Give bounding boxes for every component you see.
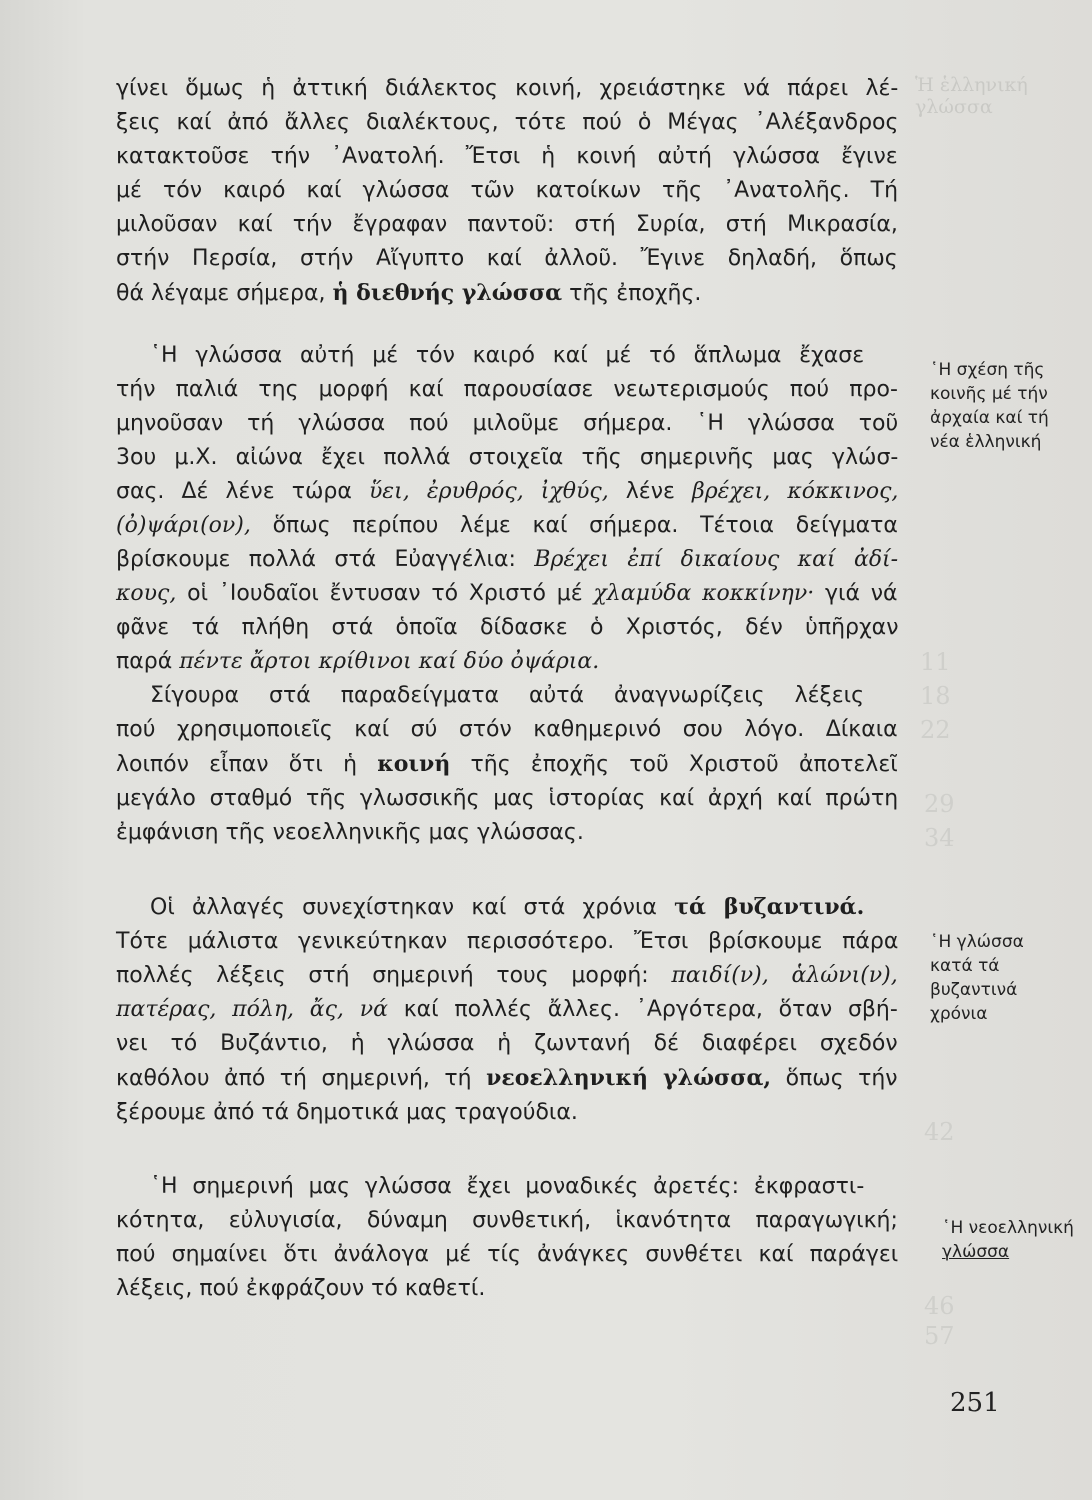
- text-line: [116, 577, 898, 611]
- text-line: τήν παλιά της μορφή καί παρουσίασε νεωτερισμούς πού προ-: [116, 377, 898, 402]
- bleed-through-number: 22: [920, 716, 951, 744]
- text-line: κατακτοῦσε τήν ᾿Ανατολή. Ἔτσι ἡ κοινή αὐτή γλώσσα ἔγινε: [116, 144, 898, 169]
- italic-example: Βρέχει ἐπί δικαίους καί ἀδί-: [534, 547, 899, 572]
- text-run: θά λέγαμε σήμερα,: [116, 281, 333, 306]
- text-line: [116, 890, 898, 925]
- text-line: Τότε μάλιστα γενικεύτηκαν περισσότερο. Ἔτσι βρίσκουμε πάρα: [116, 929, 899, 954]
- text-run: λοιπόν εἶπαν ὅτι ἡ: [116, 752, 378, 777]
- margin-note-line: νέα ἑλληνική: [930, 432, 1042, 452]
- text-line: [116, 993, 898, 1027]
- margin-note-line: κοινῆς μέ τήν: [930, 384, 1048, 404]
- bleed-through-note: Ἡ ἑλληνική γλώσσα: [915, 74, 1028, 118]
- text-line: [116, 475, 898, 509]
- italic-example: χλαμύδα κοκκίνην·: [593, 581, 815, 606]
- text-line: φᾶνε τά πλήθη στά ὁποῖα δίδασκε ὁ Χριστός, δέν ὑπῆρχαν: [116, 615, 899, 640]
- margin-note-line: ἀρχαία καί τή: [930, 408, 1049, 428]
- text-run: καί πολλές ἄλλες. ᾿Αργότερα, ὅταν σβή-: [387, 997, 898, 1022]
- bleed-through-number: 18: [920, 682, 951, 710]
- bold-term: νεοελληνική γλώσσα,: [486, 1065, 772, 1091]
- text-line: [116, 959, 898, 993]
- text-line: πού σημαίνει ὅτι ἀνάλογα μέ τίς ἀνάγκες συνθέτει καί παράγει: [116, 1242, 899, 1267]
- paragraph-koine-spread: [116, 72, 898, 311]
- main-text: [116, 72, 898, 1306]
- text-line: ξεις καί ἀπό ἄλλες διαλέκτους, τότε πού ὁ Μέγας ᾿Αλέξανδρος: [116, 110, 899, 135]
- text-line: ῾Η σημερινή μας γλώσσα ἔχει μοναδικές ἀρετές: ἐκφραστι-: [150, 1174, 865, 1199]
- text-line: ῾Η γλώσσα αὐτή μέ τόν καιρό καί μέ τό ἅπλωμα ἔχασε: [150, 343, 865, 368]
- paragraph-koine-evolution: [116, 339, 898, 679]
- text-run: γιά νά: [814, 581, 898, 606]
- bold-term: ἡ διεθνής γλώσσα: [332, 280, 563, 306]
- text-line: [116, 1061, 898, 1096]
- italic-example: βρέχει, κόκκινος,: [692, 479, 899, 504]
- bleed-through-number: 46: [924, 1292, 955, 1320]
- text-line: μιλοῦσαν καί τήν ἔγραφαν παντοῦ: στή Συρία, στή Μικρασία,: [116, 212, 898, 237]
- margin-note-line: ῾Η γλώσσα: [930, 932, 1024, 952]
- margin-note-line: κατά τά: [930, 956, 1000, 976]
- margin-note-line: γλώσσα: [942, 1242, 1010, 1262]
- bleed-through-number: 11: [920, 648, 951, 676]
- paragraph-modern-greek: [116, 1170, 898, 1306]
- margin-note-modern-greek: [942, 1216, 1090, 1264]
- text-line: στήν Περσία, στήν Αἴγυπτο καί ἀλλοῦ. Ἔγινε δηλαδή, ὅπως: [116, 246, 898, 271]
- italic-example: (ὀ)ψάρι(ον),: [116, 513, 251, 538]
- text-run: παρά: [116, 649, 180, 674]
- italic-example: κους,: [116, 581, 177, 606]
- text-run: Οἱ ἀλλαγές συνεχίστηκαν καί στά χρόνια: [150, 895, 675, 920]
- bold-term: τά βυζαντινά.: [674, 894, 865, 920]
- text-line: μεγάλο σταθμό τῆς γλωσσικῆς μας ἱστορίας καί ἀρχή καί πρώτη: [116, 786, 899, 811]
- italic-example: ὕει, ἐρυθρός, ἰχθύς,: [368, 479, 609, 504]
- margin-note-line: ῾Η σχέση τῆς: [930, 360, 1045, 380]
- text-line: [116, 276, 898, 311]
- italic-example: πέντε ἄρτοι κρίθινοι καί δύο ὀψάρια.: [179, 649, 600, 674]
- margin-note-koine-relation: [930, 358, 1090, 454]
- text-line: μηνοῦσαν τή γλώσσα πού μιλοῦμε σήμερα. ῾Η γλώσσα τοῦ: [116, 411, 899, 436]
- bleed-through-number: 29: [924, 790, 955, 818]
- text-line: πού χρησιμοποιεῖς καί σύ στόν καθημερινό σου λόγο. Δίκαια: [116, 717, 898, 742]
- text-run: οἱ ᾿Ιουδαῖοι ἔντυσαν τό Χριστό μέ: [176, 581, 594, 606]
- text-run: ὅπως περίπου λέμε καί σήμερα. Τέτοια δείγματα: [250, 513, 898, 538]
- margin-note-line: ῾Η νεοελληνική: [942, 1218, 1074, 1238]
- text-line: λέξεις, πού ἐκφράζουν τό καθετί.: [116, 1276, 486, 1301]
- text-line: [116, 645, 898, 679]
- text-line: [116, 509, 898, 543]
- page-number: 251: [950, 1388, 1000, 1418]
- italic-example: παιδί(ν), ἁλώνι(ν),: [671, 963, 898, 988]
- text-line: νει τό Βυζάντιο, ἡ γλώσσα ἡ ζωντανή δέ διαφέρει σχεδόν: [116, 1031, 898, 1056]
- text-line: [116, 747, 898, 782]
- margin-note-byzantine: [930, 930, 1090, 1026]
- text-line: 3ου μ.Χ. αἰώνα ἔχει πολλά στοιχεῖα τῆς σημερινῆς μας γλώσ-: [116, 445, 899, 470]
- paragraph-koine-conclusion: [116, 679, 898, 850]
- margin-note-line: βυζαντινά: [930, 980, 1018, 1000]
- text-line: [116, 543, 898, 577]
- text-run: λένε: [608, 479, 692, 504]
- text-run: ὅπως τήν: [771, 1066, 898, 1091]
- text-line: Σίγουρα στά παραδείγματα αὐτά ἀναγνωρίζεις λέξεις: [150, 683, 865, 708]
- bleed-through-number: 42: [924, 1118, 955, 1146]
- bleed-through-number: 34: [924, 824, 955, 852]
- text-run: καθόλου ἀπό τή σημερινή, τή: [116, 1066, 487, 1091]
- text-line: ἐμφάνιση τῆς νεοελληνικῆς μας γλώσσας.: [116, 820, 584, 845]
- bold-term: κοινή: [377, 751, 451, 777]
- paragraph-byzantine: [116, 890, 898, 1130]
- bleed-through-number: 57: [924, 1322, 955, 1350]
- text-run: βρίσκουμε πολλά στά Εὐαγγέλια:: [116, 547, 535, 572]
- text-line: γίνει ὅμως ἡ ἀττική διάλεκτος κοινή, χρειάστηκε νά πάρει λέ-: [116, 76, 899, 101]
- text-run: σας. Δέ λένε τώρα: [116, 479, 369, 504]
- text-run: τῆς ἐποχῆς τοῦ Χριστοῦ ἀποτελεῖ: [450, 752, 898, 777]
- text-run: τῆς ἐποχῆς.: [562, 281, 702, 306]
- text-run: πολλές λέξεις στή σημερινή τους μορφή:: [116, 963, 672, 988]
- text-line: μέ τόν καιρό καί γλώσσα τῶν κατοίκων τῆς ᾿Ανατολῆς. Τή: [116, 178, 899, 203]
- text-line: κότητα, εὐλυγισία, δύναμη συνθετική, ἱκανότητα παραγωγική;: [116, 1208, 898, 1233]
- italic-example: πατέρας, πόλη, ἄς, νά: [116, 997, 388, 1022]
- text-line: ξέρουμε ἀπό τά δημοτικά μας τραγούδια.: [116, 1100, 578, 1125]
- margin-note-line: χρόνια: [930, 1004, 988, 1024]
